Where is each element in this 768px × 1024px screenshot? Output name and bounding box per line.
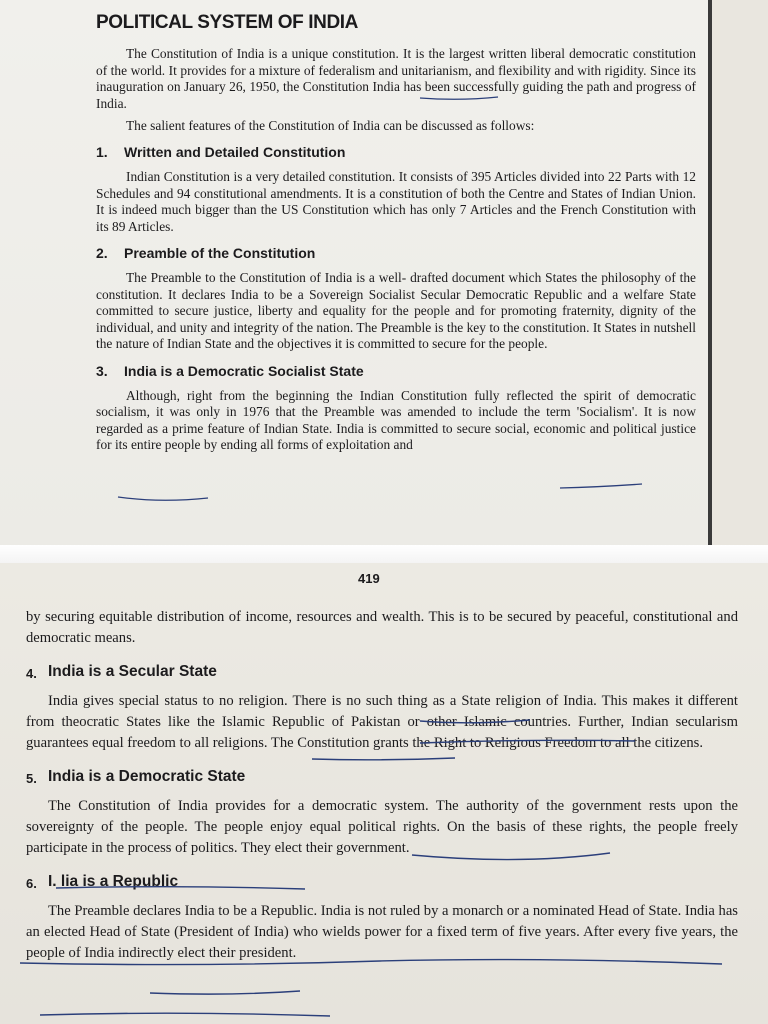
section-title: Preamble of the Constitution [124,245,316,261]
section-title: Written and Detailed Constitution [124,144,346,160]
section-paragraph-3: Although, right from the beginning the Indian Constitution fully reflected the spirit of democratic socialism, it was only in 1976 that the Preamble was amended to include the term 'Socialism'. It is now regarded as a prime feature of Indian State. India is committed to secure social, economic and political justice for its entire people by ending all forms of exploitation and [96,387,696,452]
section-title: I. lia is a Republic [48,873,179,890]
section-number: 6. [26,876,37,891]
salient-features-line: The salient features of the Constitution of India can be discussed as follows: [126,118,535,133]
section-number: 3. [96,362,108,379]
top-page-content [96,12,696,454]
section-heading-5 [26,768,738,786]
section-number: 2. [96,245,108,261]
section-heading-3 [96,363,696,379]
pen-underline-last-line [40,1013,330,1016]
page-title: POLITICAL SYSTEM OF INDIA [96,12,358,33]
section-paragraph-2: The Preamble to the Constitution of India is a well- drafted document which States the philosophy of the constitution. It declares India to be a Sovereign Socialist Secular Democratic Republic and a welfare State committed to secure justice, liberty and equality for the people and for promoting fraternity, dignity of the individual, and unity and integrity of the nation. The Preamble is the key to the constitution. It States in nutshell the nature of Indian State and the objectives it is committed to secure for the people. [96,270,696,351]
section-title: India is a Democratic State [48,768,246,785]
bottom-page-content [26,607,738,964]
section-heading-1 [96,144,696,160]
page-gap [0,545,768,563]
pen-underline-committed [560,484,642,488]
section-heading-4 [26,663,738,681]
pen-strike-term [150,991,300,994]
continuation-paragraph: by securing equitable distribution of income, resources and wealth. This is to be secured by peaceful, constitutional and democratic means. [26,609,738,646]
section-heading-6 [26,873,738,891]
section-paragraph-6: The Preamble declares India to be a Republic. India is not ruled by a monarch or a nominated Head of State. India has an elected Head of State (President of India) who wields power for a fixed term of five years. After every five years, the people of India indirectly elect their president. [26,903,738,961]
pen-underline-social [118,497,208,500]
section-number: 5. [26,771,37,786]
intro-paragraph: The Constitution of India is a unique constitution. It is the largest written liberal democratic constitution of the world. It provides for a mixture of federalism and unitarianism, and flexibility and with rigidity. Since its inauguration on January 26, 1950, the Constitution India has been successfully guiding the path and progress of India. [96,46,696,111]
section-title: India is a Secular State [48,663,217,680]
section-paragraph-5: The Constitution of India provides for a democratic system. The authority of the government rests upon the sovereignty of the people. The people enjoy equal political rights. On the basis of these rights, the people freely participate in the process of politics. They elect their government. [26,798,738,856]
section-paragraph-1: Indian Constitution is a very detailed constitution. It consists of 395 Articles divided into 22 Parts with 12 Schedules and 94 constitutional amendments. It is a constitution of both the Centre and States of Indian Union. It is indeed much bigger than the US Constitution which has only 7 Articles and the French Constitution with its 89 Articles. [96,169,696,234]
bottom-page [0,563,768,1024]
section-heading-2 [96,245,696,261]
page-number: 419 [358,571,380,586]
section-number: 4. [26,666,37,681]
section-title: India is a Democratic Socialist State [124,362,364,379]
section-paragraph-4: India gives special status to no religion. There is no such thing as a State religion of India. This makes it different from theocratic States like the Islamic Republic of Pakistan or other Islamic countries. Further, Indian secularism guarantees equal freedom to all religions. The Constitution grants the Right to Religious Freedom to all the citizens. [26,693,738,751]
top-page [0,0,712,545]
section-number: 1. [96,144,108,160]
